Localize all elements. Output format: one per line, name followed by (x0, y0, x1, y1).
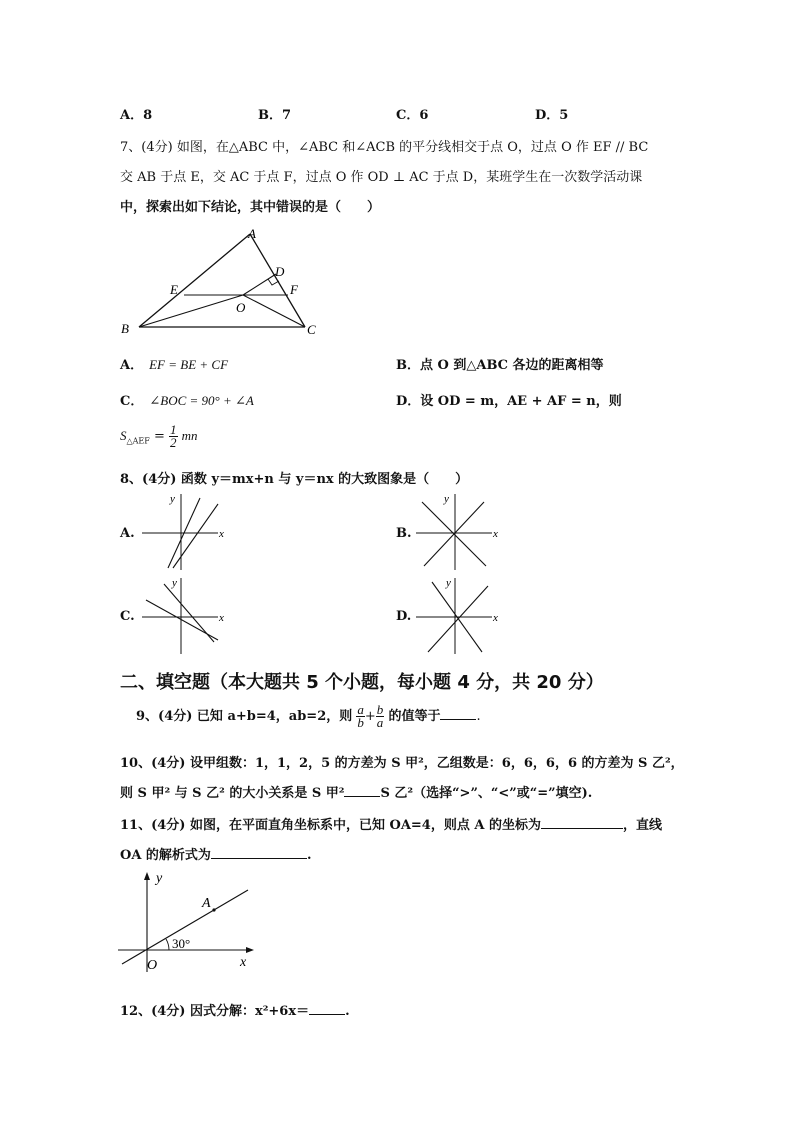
q11-line-2 (120, 844, 311, 863)
q7-option-a (120, 354, 228, 373)
q8-option-b-label: B. (396, 526, 412, 541)
q7-line-2: 交 AB 于点 E，交 AC 于点 F，过点 O 作 OD ⊥ AC 于点 D，某班学生在一次数学活动课 (120, 170, 643, 185)
q9-suffix: 的值等于 (388, 709, 441, 724)
point-f-label: F (290, 282, 298, 297)
q9-fraction-b-over-a (376, 704, 385, 729)
q12-end: . (345, 1004, 350, 1019)
vertex-c-label: C (307, 322, 316, 337)
angle-label: 30° (172, 936, 191, 951)
q7-line-3: 中，探索出如下结论，其中错误的是（ ） (120, 200, 381, 215)
section-2-title: 二、填空题（本大题共 5 个小题，每小题 4 分，共 20 分） (120, 672, 604, 693)
vertex-b-label: B (121, 321, 129, 336)
prev-option-a: A．8 (120, 108, 153, 123)
q7-option-d-formula (120, 424, 198, 449)
q7-option-c-formula: ∠BOC = 90° + ∠A (149, 393, 254, 408)
q8-graph-d (414, 576, 504, 656)
q9-text (136, 704, 481, 729)
q9-frac2-denominator: a (376, 715, 384, 730)
q7-option-c-label: C． (120, 394, 144, 409)
q10-answer-blank[interactable] (344, 784, 380, 797)
axis-x-label: x (493, 528, 498, 540)
axis-y-label: y (172, 577, 177, 589)
q9-plus-sign: + (364, 709, 376, 724)
area-rhs: mn (181, 428, 198, 443)
q10-line-1: 10、(4分) 设甲组数：1，1，2，5 的方差为 S 甲²，乙组数是：6，6，6，6 的方差为 S 乙²， (120, 756, 684, 771)
area-subscript: △AEF (126, 436, 150, 446)
y-axis-label: y (156, 871, 163, 886)
point-e-label: E (170, 282, 178, 297)
q9-end: . (476, 709, 481, 724)
q12-text (120, 1000, 350, 1019)
prev-option-b: B．7 (258, 108, 292, 123)
q8-option-c-label: C. (120, 609, 135, 624)
q11-coordinate-figure (114, 868, 264, 974)
axis-x-label: x (219, 612, 224, 624)
equals-sign: = (153, 429, 165, 444)
q9-prefix: 9、(4分) 已知 a+b=4，ab=2，则 (136, 709, 353, 724)
q9-fraction-a-over-b (356, 704, 365, 729)
x-axis-label: x (240, 955, 247, 970)
q7-option-d: D．设 OD = m，AE + AF = n，则 (396, 394, 622, 409)
q8-graph-a (140, 492, 230, 572)
fraction-numerator: 1 (170, 422, 177, 437)
q8-option-d-label: D. (396, 609, 412, 624)
q8-graph-b (414, 492, 504, 572)
origin-label: O (147, 958, 158, 973)
q12-prefix: 12、(4分) 因式分解：x²+6x＝ (120, 1004, 310, 1019)
q12-answer-blank[interactable] (309, 1002, 345, 1015)
q11-line-1 (120, 814, 662, 833)
q11-line-2-start: OA 的解析式为 (120, 848, 211, 863)
q7-option-a-formula: EF = BE + CF (149, 357, 229, 372)
point-a-label: A (202, 896, 211, 911)
q9-frac2-numerator: b (376, 702, 384, 717)
q7-triangle-figure (118, 224, 328, 340)
q10-line-2-start: 则 S 甲² 与 S 乙² 的大小关系是 S 甲² (120, 786, 345, 801)
q11-line-2-end: . (306, 848, 312, 863)
area-symbol: S (120, 428, 127, 443)
q10-line-2-end: S 乙²（选择“>”、“<”或“=”填空). (380, 786, 593, 801)
point-o-label: O (236, 300, 246, 315)
axis-y-label: y (170, 493, 175, 505)
fraction-denominator: 2 (170, 435, 177, 450)
q7-option-b: B．点 O 到△ABC 各边的距离相等 (396, 358, 604, 373)
one-half-fraction (169, 424, 178, 449)
prev-option-d: D．5 (535, 108, 569, 123)
q9-answer-blank[interactable] (440, 707, 476, 720)
q8-graph-c (140, 576, 230, 656)
q8-text: 8、(4分) 函数 y＝mx+n 与 y＝nx 的大致图象是（ ） (120, 472, 469, 487)
q11-equation-blank[interactable] (211, 846, 307, 859)
q10-line-2 (120, 782, 592, 801)
q7-option-a-label: A． (120, 358, 144, 373)
q7-line-1: 7、(4分) 如图，在△ABC 中，∠ABC 和∠ACB 的平分线相交于点 O，过点 O 作 EF // BC (120, 140, 649, 155)
vertex-a-label: A (248, 226, 256, 241)
q7-option-c (120, 390, 254, 409)
q11-line-1-start: 11、(4分) 如图，在平面直角坐标系中，已知 OA=4，则点 A 的坐标为 (120, 818, 541, 833)
q8-option-a-label: A. (120, 526, 135, 541)
q11-line-1-end: ，直线 (622, 818, 662, 833)
axis-y-label: y (446, 577, 451, 589)
axis-x-label: x (493, 612, 498, 624)
q9-frac1-denominator: b (357, 715, 364, 730)
axis-y-label: y (444, 493, 449, 505)
q9-frac1-numerator: a (357, 702, 364, 717)
q11-coordinate-blank[interactable] (541, 816, 623, 829)
axis-x-label: x (219, 528, 224, 540)
prev-option-c: C．6 (396, 108, 429, 123)
point-d-label: D (275, 264, 285, 279)
